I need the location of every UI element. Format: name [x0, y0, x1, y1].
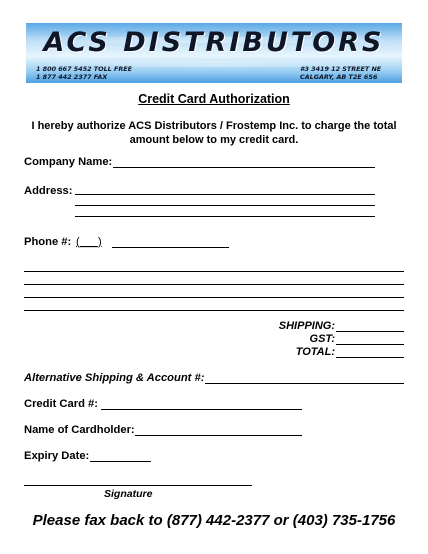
- phone-label: Phone #:: [24, 236, 72, 248]
- gst-field[interactable]: [336, 344, 404, 345]
- address-field-line-1[interactable]: [75, 194, 375, 195]
- alt-shipping-label: Alternative Shipping & Account #:: [24, 372, 205, 384]
- fax-line: 1 877 442 2377 FAX: [36, 72, 108, 81]
- total-label: TOTAL:: [295, 346, 335, 358]
- gst-label: GST:: [309, 333, 335, 345]
- expiry-label: Expiry Date:: [24, 450, 90, 462]
- fax-back-instruction: Please fax back to (877) 442-2377 or (403) 735-1756: [32, 512, 396, 529]
- cardholder-label: Name of Cardholder:: [24, 424, 135, 436]
- address-field-line-3[interactable]: [75, 216, 375, 217]
- form-title: Credit Card Authorization: [138, 92, 290, 106]
- total-field[interactable]: [336, 357, 404, 358]
- alt-shipping-field[interactable]: [205, 383, 404, 384]
- shipping-field[interactable]: [336, 331, 404, 332]
- notes-line[interactable]: [24, 284, 404, 285]
- notes-line[interactable]: [24, 297, 404, 298]
- signature-field[interactable]: [24, 485, 252, 486]
- notes-line[interactable]: [24, 271, 404, 272]
- credit-card-field[interactable]: [101, 409, 302, 410]
- company-banner: [26, 23, 402, 83]
- phone-area-code: (___): [76, 236, 102, 248]
- city-address: CALGARY, AB T2E 6S6: [300, 72, 378, 81]
- cardholder-field[interactable]: [135, 435, 302, 436]
- toll-free-line: 1 800 667 5452 TOLL FREE: [36, 65, 132, 73]
- notes-line[interactable]: [24, 310, 404, 311]
- authorization-statement: I hereby authorize ACS Distributors / Frostemp Inc. to charge the total amount below to my credit card.: [31, 120, 397, 146]
- expiry-field[interactable]: [90, 461, 151, 462]
- street-address: #3 3419 12 STREET NE: [300, 65, 382, 73]
- banner-address-info: [300, 66, 381, 81]
- banner-phone-info: [36, 66, 132, 81]
- credit-card-label: Credit Card #:: [24, 398, 98, 410]
- company-logo-text: ACS DISTRIBUTORS: [43, 27, 385, 58]
- signature-label: Signature: [104, 488, 153, 500]
- phone-field[interactable]: [112, 247, 229, 248]
- address-label: Address:: [24, 185, 73, 197]
- shipping-label: SHIPPING:: [278, 320, 335, 332]
- company-name-label: Company Name:: [24, 156, 113, 168]
- address-field-line-2[interactable]: [75, 205, 375, 206]
- company-name-field[interactable]: [113, 167, 375, 168]
